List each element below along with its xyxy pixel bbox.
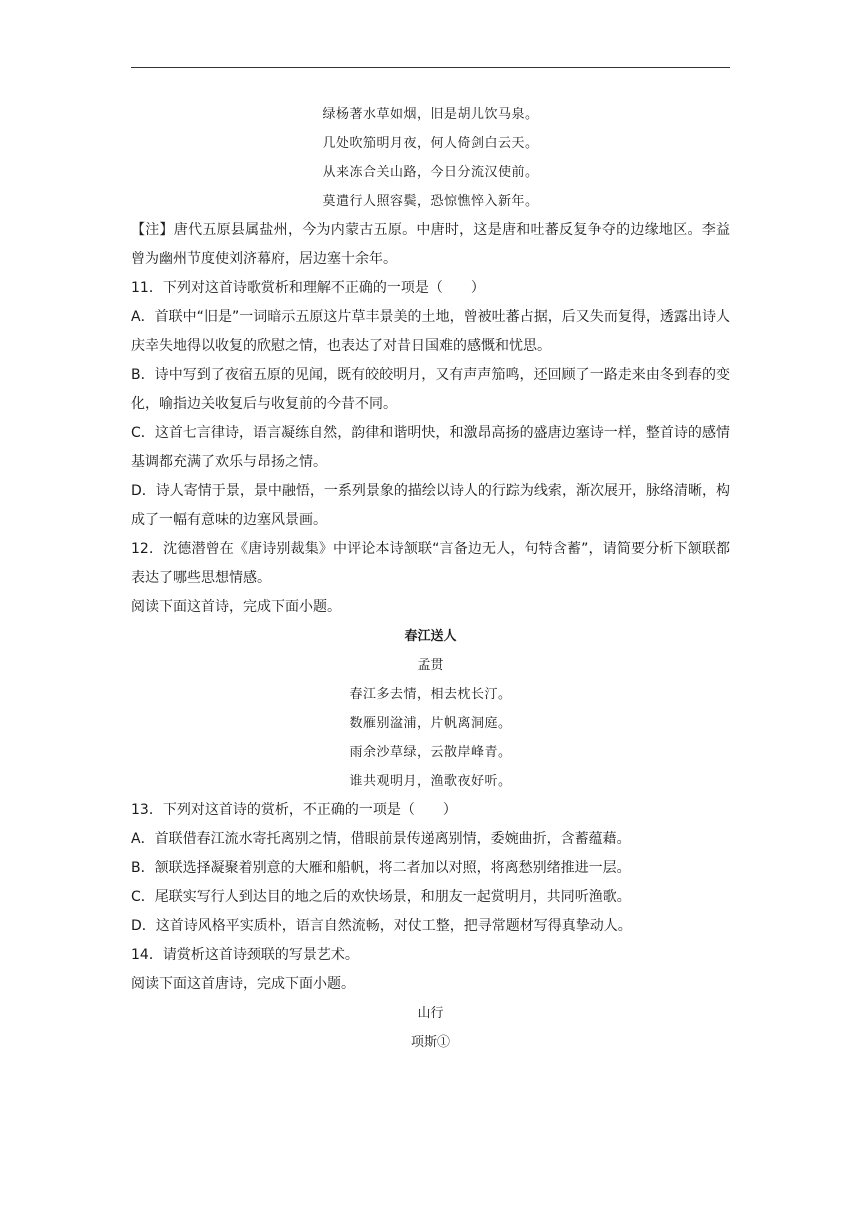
question-11-option-d: D．诗人寄情于景，景中融悟，一系列景象的描绘以诗人的行踪为线索，渐次展开，脉络清晰，构成了一幅有意味的边塞风景画。 <box>131 483 730 528</box>
reading-instruction: 阅读下面这首诗，完成下面小题。 <box>131 599 341 615</box>
poem2-line: 谁共观明月，渔歌夜好听。 <box>349 774 512 789</box>
question-12-stem: 12．沈德潜曾在《唐诗别裁集》中评论本诗颔联“言备边无人，句特含蓄”，请简要分析下颔联都表达了哪些思想情感。 <box>131 541 730 586</box>
poem2-author: 孟贯 <box>417 658 444 673</box>
poem3-author: 项斯① <box>410 1035 450 1050</box>
question-13-option-a: A．首联借春江流水寄托离别之情，借眼前景传递离别情，委婉曲折，含蓄蕴藉。 <box>131 831 631 847</box>
poem1-line: 从来冻合关山路，今日分流汉使前。 <box>322 165 539 180</box>
document-body <box>131 100 730 1057</box>
poem2-title: 春江送人 <box>404 629 457 644</box>
poem1-line: 绿杨著水草如烟，旧是胡儿饮马泉。 <box>322 107 539 122</box>
question-11-option-a: A．首联中“旧是”一词暗示五原这片草丰景美的土地，曾被吐蕃占据，后又失而复得，透露出诗人庆幸失地得以收复的欣慰之情，也表达了对昔日国难的感慨和忧思。 <box>131 309 730 354</box>
poem2-line: 雨余沙草绿，云散岸峰青。 <box>349 745 512 760</box>
question-13-option-d: D．这首诗风格平实质朴，语言自然流畅，对仗工整，把寻常题材写得真挚动人。 <box>131 918 632 934</box>
poem2-line: 春江多去情，相去枕长汀。 <box>349 687 512 702</box>
poem1-line: 几处吹笳明月夜，何人倚剑白云天。 <box>322 136 539 151</box>
question-11-option-c: C．这首七言律诗，语言凝练自然，韵律和谐明快，和激昂高扬的盛唐边塞诗一样，整首诗的感情基调都充满了欢乐与昂扬之情。 <box>131 425 730 470</box>
poem1-note: 【注】唐代五原县属盐州，今为内蒙古五原。中唐时，这是唐和吐蕃反复争夺的边缘地区。李益曾为幽州节度使刘济幕府，居边塞十余年。 <box>131 222 730 267</box>
reading-instruction: 阅读下面这首唐诗，完成下面小题。 <box>131 976 355 992</box>
question-13-stem: 13．下列对这首诗的赏析，不正确的一项是（ ） <box>131 802 457 818</box>
poem2-line: 数雁别湓浦，片帆离洞庭。 <box>349 716 512 731</box>
header-rule <box>131 67 730 68</box>
poem1-line: 莫遣行人照容鬓，恐惊憔悴入新年。 <box>322 194 539 209</box>
question-13-option-b: B．颔联选择凝聚着别意的大雁和船帆，将二者加以对照，将离愁别绪推进一层。 <box>131 860 631 876</box>
question-13-option-c: C．尾联实写行人到达目的地之后的欢快场景，和朋友一起赏明月，共同听渔歌。 <box>131 889 631 905</box>
question-11-option-b: B．诗中写到了夜宿五原的见闻，既有皎皎明月，又有声声笳鸣，还回顾了一路走来由冬到春的变化，喻指边关收复后与收复前的今昔不同。 <box>131 367 730 412</box>
question-11-stem: 11．下列对这首诗歌赏析和理解不正确的一项是（ ） <box>131 280 485 296</box>
poem3-title: 山行 <box>417 1006 444 1021</box>
question-14-stem: 14．请赏析这首诗颈联的写景艺术。 <box>131 947 359 963</box>
